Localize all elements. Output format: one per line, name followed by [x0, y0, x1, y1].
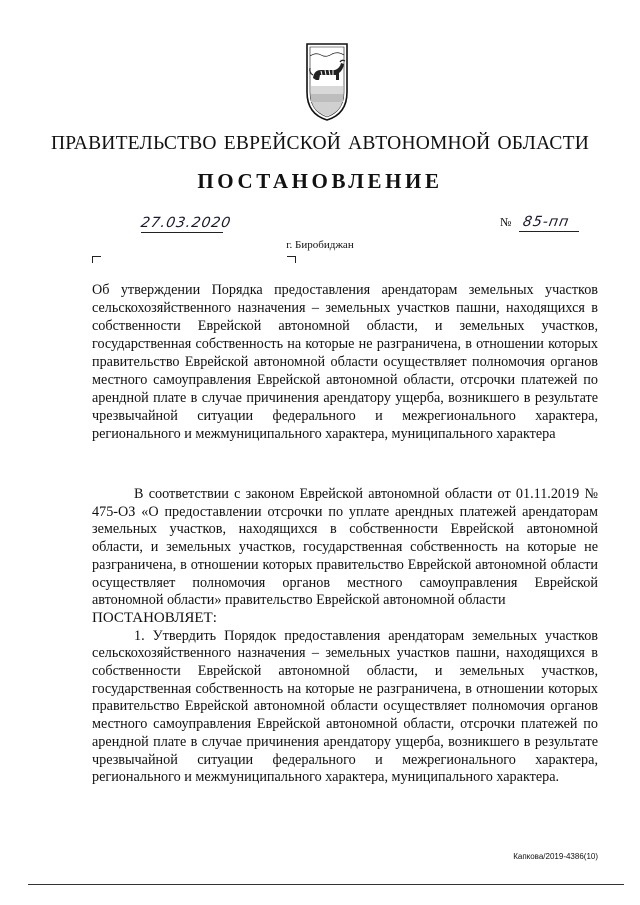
- document-type-title: ПОСТАНОВЛЕНИЕ: [197, 169, 443, 193]
- subject-bracket-right: [287, 256, 296, 263]
- handwritten-number: 85-пп: [522, 214, 572, 230]
- subject-bracket-left: [92, 256, 101, 263]
- tiger-emblem-icon: [304, 42, 350, 122]
- page-bottom-divider: [28, 884, 624, 885]
- preamble-paragraph: В соответствии с законом Еврейской автономной области от 01.11.2019 № 475-ОЗ «О предоставлении отсрочки по уплате арендных платежей арендаторам земельных участков, находящихся в собственности Еврейской автономной области, и земельных участков, государственная собственность на которые не разграничена, в отношении которых правительство Еврейской автономной области осуществляет полномочия органов местного самоуправления Еврейской автономной области» правительство Еврейской автономной области: [92, 486, 598, 609]
- document-subject: Об утверждении Порядка предоставления арендаторам земельных участков сельскохозяйственного назначения – земельных участков пашни, находящихся в собственности Еврейской автономной области, и земельных участков, государственная собственность на которые не разграничена, в отношении которых правительство Еврейской автономной области осуществляет полномочия органов местного самоуправления Еврейской автономной области, отсрочки платежей по арендной плате в случае причинения арендатору ущерба, возникшего в результате чрезвычайной ситуации федерального и межрегионального характера, регионального и межмуниципального характера, муниципального характера: [92, 282, 598, 442]
- document-number-field: [500, 213, 579, 232]
- footer-registration-code: Капкова/2019-4386(10): [513, 852, 598, 861]
- coat-of-arms-emblem: [304, 42, 350, 122]
- document-date-field: [139, 214, 233, 233]
- decree-word: ПОСТАНОВЛЯЕТ:: [92, 609, 217, 626]
- number-sign: №: [500, 214, 512, 229]
- item-1-paragraph: 1. Утвердить Порядок предоставления арендаторам земельных участков сельскохозяйственного назначения – земельных участков пашни, находящихся в собственности Еврейской автономной области, и земельных участков, государственная собственность на которые не разграничена, в отношении которых правительство Еврейской автономной области осуществляет полномочия органов местного самоуправления Еврейской автономной области, отсрочки платежей по арендной плате в случае причинения арендатору ущерба, возникшего в результате чрезвычайной ситуации федерального и межрегионального характера, регионального и межмуниципального характера, муниципального характера.: [92, 627, 598, 786]
- document-body: [92, 486, 598, 787]
- handwritten-date: 27.03.2020: [139, 215, 233, 231]
- handwritten-number-box: [519, 213, 579, 232]
- city-name: г. Биробиджан: [286, 239, 354, 251]
- government-name: ПРАВИТЕЛЬСТВО ЕВРЕЙСКОЙ АВТОНОМНОЙ ОБЛАСТИ: [50, 133, 590, 154]
